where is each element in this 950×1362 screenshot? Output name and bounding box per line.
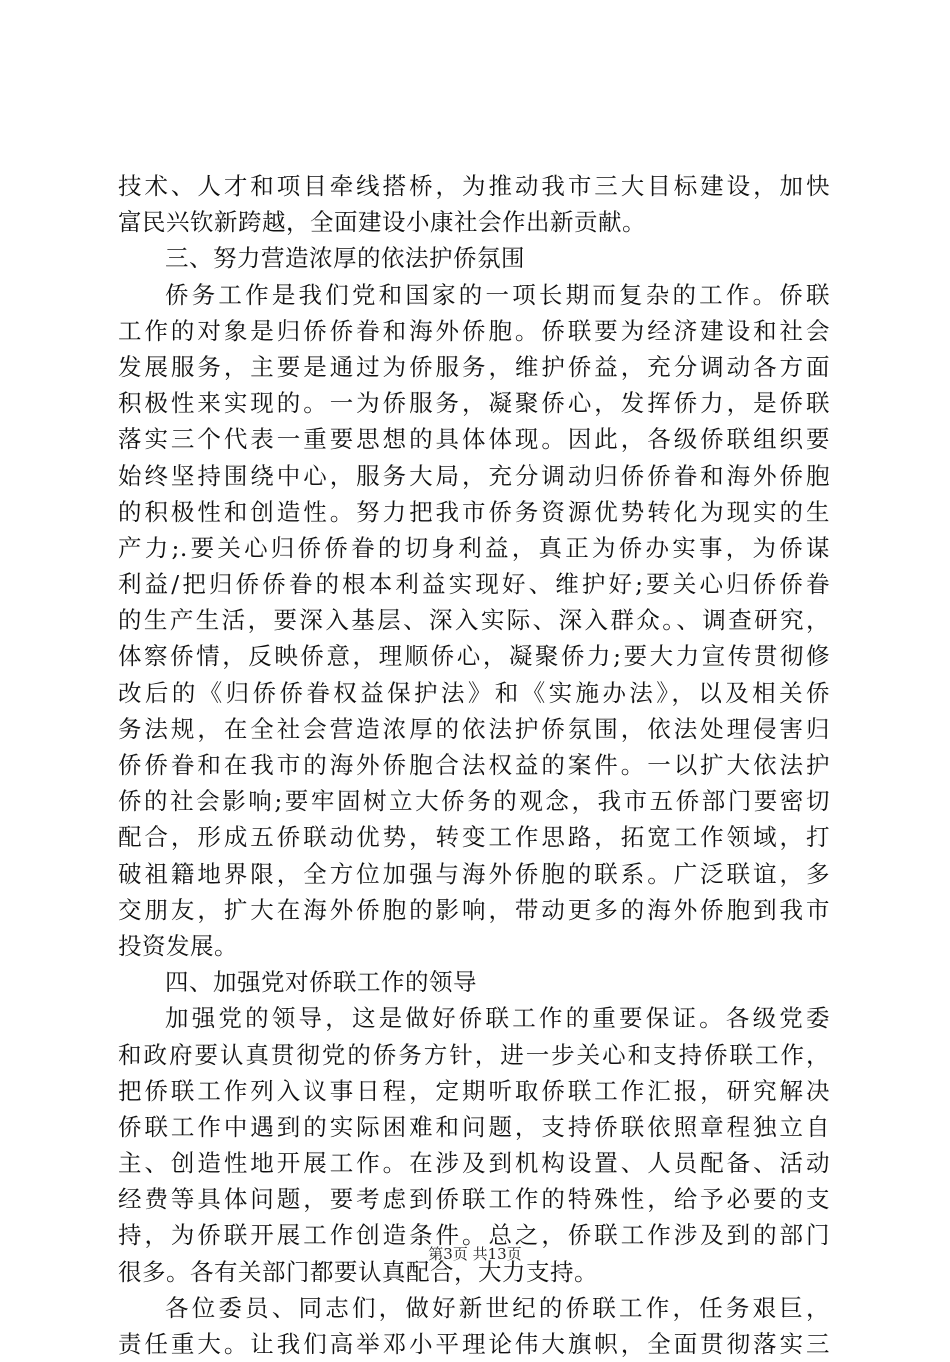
text-line: 始终坚持围绕中心，服务大局，充分调动归侨侨眷和海外侨胞 [118, 461, 830, 490]
text-line: 积极性来实现的。一为侨服务，凝聚侨心，发挥侨力，是侨联 [118, 389, 830, 418]
text-line: 配合，形成五侨联动优势，转变工作思路，拓宽工作领域，打 [118, 823, 830, 852]
text-line: 技术、人才和项目牵线搭桥，为推动我市三大目标建设，加快 [118, 172, 830, 200]
text-line: 交朋友，扩大在海外侨胞的影响，带动更多的海外侨胞到我市 [118, 895, 830, 924]
text-line: 工作的对象是归侨侨眷和海外侨胞。侨联要为经济建设和社会 [118, 316, 830, 345]
text-line: 改后的《归侨侨眷权益保护法》和《实施办法》，以及相关侨 [118, 678, 830, 707]
text-line: 投资发展。 [118, 931, 238, 960]
text-line: 破祖籍地界限，全方位加强与海外侨胞的联系。广泛联谊，多 [118, 859, 830, 888]
text-line: 把侨联工作列入议事日程，定期听取侨联工作汇报，研究解决 [118, 1076, 830, 1105]
text-line: 落实三个代表一重要思想的具体体现。因此，各级侨联组织要 [118, 425, 830, 454]
text-line: 侨务工作是我们党和国家的一项长期而复杂的工作。侨联 [165, 280, 830, 309]
text-line: 主、创造性地开展工作。在涉及到机构设置、人员配备、活动 [118, 1149, 830, 1178]
text-line: 和政府要认真贯彻党的侨务方针，进一步关心和支持侨联工作， [118, 1040, 830, 1069]
text-line: 体察侨情，反映侨意，理顺侨心，凝聚侨力;要大力宣传贯彻修 [118, 642, 830, 671]
text-line: 发展服务，主要是通过为侨服务，维护侨益，充分调动各方面 [118, 352, 830, 381]
text-line: 侨联工作中遇到的实际困难和问题，支持侨联依照章程独立自 [118, 1112, 830, 1141]
text-line: 的生产生活，要深入基层、深入实际、深入群众。、调查研究， [118, 606, 830, 635]
text-line: 很多。各有关部门都要认真配合，大力支持。 [118, 1257, 598, 1286]
document-body [118, 168, 830, 1362]
text-line: 富民兴钦新跨越，全面建设小康社会作出新贡献。 [118, 208, 646, 237]
text-line: 产力;.要关心归侨侨眷的切身利益，真正为侨办实事，为侨谋 [118, 533, 830, 562]
page-footer: 第3页 共13页 [428, 1245, 522, 1263]
text-line: 各位委员、同志们，做好新世纪的侨联工作，任务艰巨， [165, 1293, 830, 1322]
text-line: 务法规，在全社会营造浓厚的依法护侨氛围，依法处理侵害归 [118, 714, 830, 743]
text-line: 持，为侨联开展工作创造条件。总之，侨联工作涉及到的部门 [118, 1221, 830, 1250]
text-line: 三、努力营造浓厚的依法护侨氛围 [165, 244, 525, 273]
text-line: 的积极性和创造性。努力把我市侨务资源优势转化为现实的生 [118, 497, 830, 526]
text-line: 侨的社会影响;要牢固树立大侨务的观念，我市五侨部门要密切 [118, 787, 830, 816]
text-line: 利益/把归侨侨眷的根本利益实现好、维护好;要关心归侨侨眷 [118, 570, 830, 599]
text-line: 责任重大。让我们高举邓小平理论伟大旗帜，全面贯彻落实三 [118, 1330, 830, 1358]
text-line: 经费等具体问题，要考虑到侨联工作的特殊性，给予必要的支 [118, 1185, 830, 1214]
text-line: 侨侨眷和在我市的海外侨胞合法权益的案件。一以扩大依法护 [118, 751, 830, 779]
text-line: 四、加强党对侨联工作的领导 [165, 968, 477, 997]
text-line: 加强党的领导，这是做好侨联工作的重要保证。各级党委 [165, 1004, 830, 1033]
